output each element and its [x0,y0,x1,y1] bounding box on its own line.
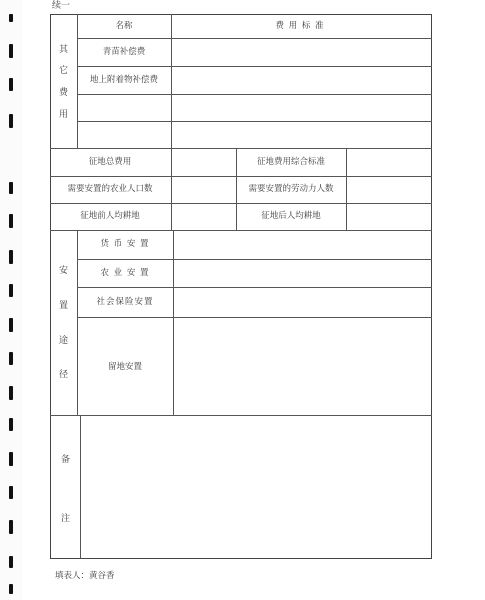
other-fees-label-3: 费 [59,88,69,98]
binding-mark [9,214,13,228]
binding-mark [9,520,13,534]
row-reserved-land-resettlement: 留地安置 [107,362,143,372]
row-social-insurance-resettlement: 社会保险安置 [96,297,154,307]
farmland-after-label: 征地后人均耕地 [261,211,321,221]
binding-mark [9,78,13,91]
binding-mark [9,182,13,194]
binding-mark [9,418,13,431]
binding-mark [9,352,13,365]
row-monetary-resettlement: 货 币 安 置 [100,239,150,249]
binding-mark [9,452,13,466]
row-attachment-compensation: 地上附着物补偿费 [89,75,159,85]
binding-mark [9,486,13,499]
other-fees-label-4: 用 [59,110,69,120]
continued-label: 续一 [52,1,71,11]
binding-mark [9,386,13,400]
remarks-label-1: 备 [61,455,71,465]
resettlement-label-4: 径 [59,370,69,380]
remarks-label-2: 注 [61,514,71,524]
binding-mark [9,14,13,22]
other-fees-label-2: 它 [59,66,69,76]
resettlement-label-3: 途 [59,336,69,346]
header-name: 名称 [115,21,133,31]
binding-mark [9,114,13,128]
binding-mark [9,556,13,568]
row-seedling-compensation: 青苗补偿费 [102,47,146,57]
binding-mark [9,44,13,58]
labor-force-label: 需要安置的劳动力人数 [248,184,334,194]
binding-mark [9,284,13,297]
other-fees-label-1: 其 [59,45,69,55]
total-cost-label: 征地总费用 [88,157,132,167]
binding-mark [9,318,13,332]
comprehensive-standard-label: 征地费用综合标准 [256,157,326,167]
header-fee-standard: 费 用 标 准 [275,21,325,31]
agri-population-label: 需要安置的农业人口数 [67,184,153,194]
filler-signature: 填表人：黄谷香 [55,571,115,581]
row-agricultural-resettlement: 农 业 安 置 [100,268,150,278]
binding-mark [9,250,13,264]
resettlement-label-2: 置 [59,301,69,311]
binding-mark [9,584,13,594]
resettlement-label-1: 安 [59,266,69,276]
farmland-before-label: 征地前人均耕地 [80,211,140,221]
